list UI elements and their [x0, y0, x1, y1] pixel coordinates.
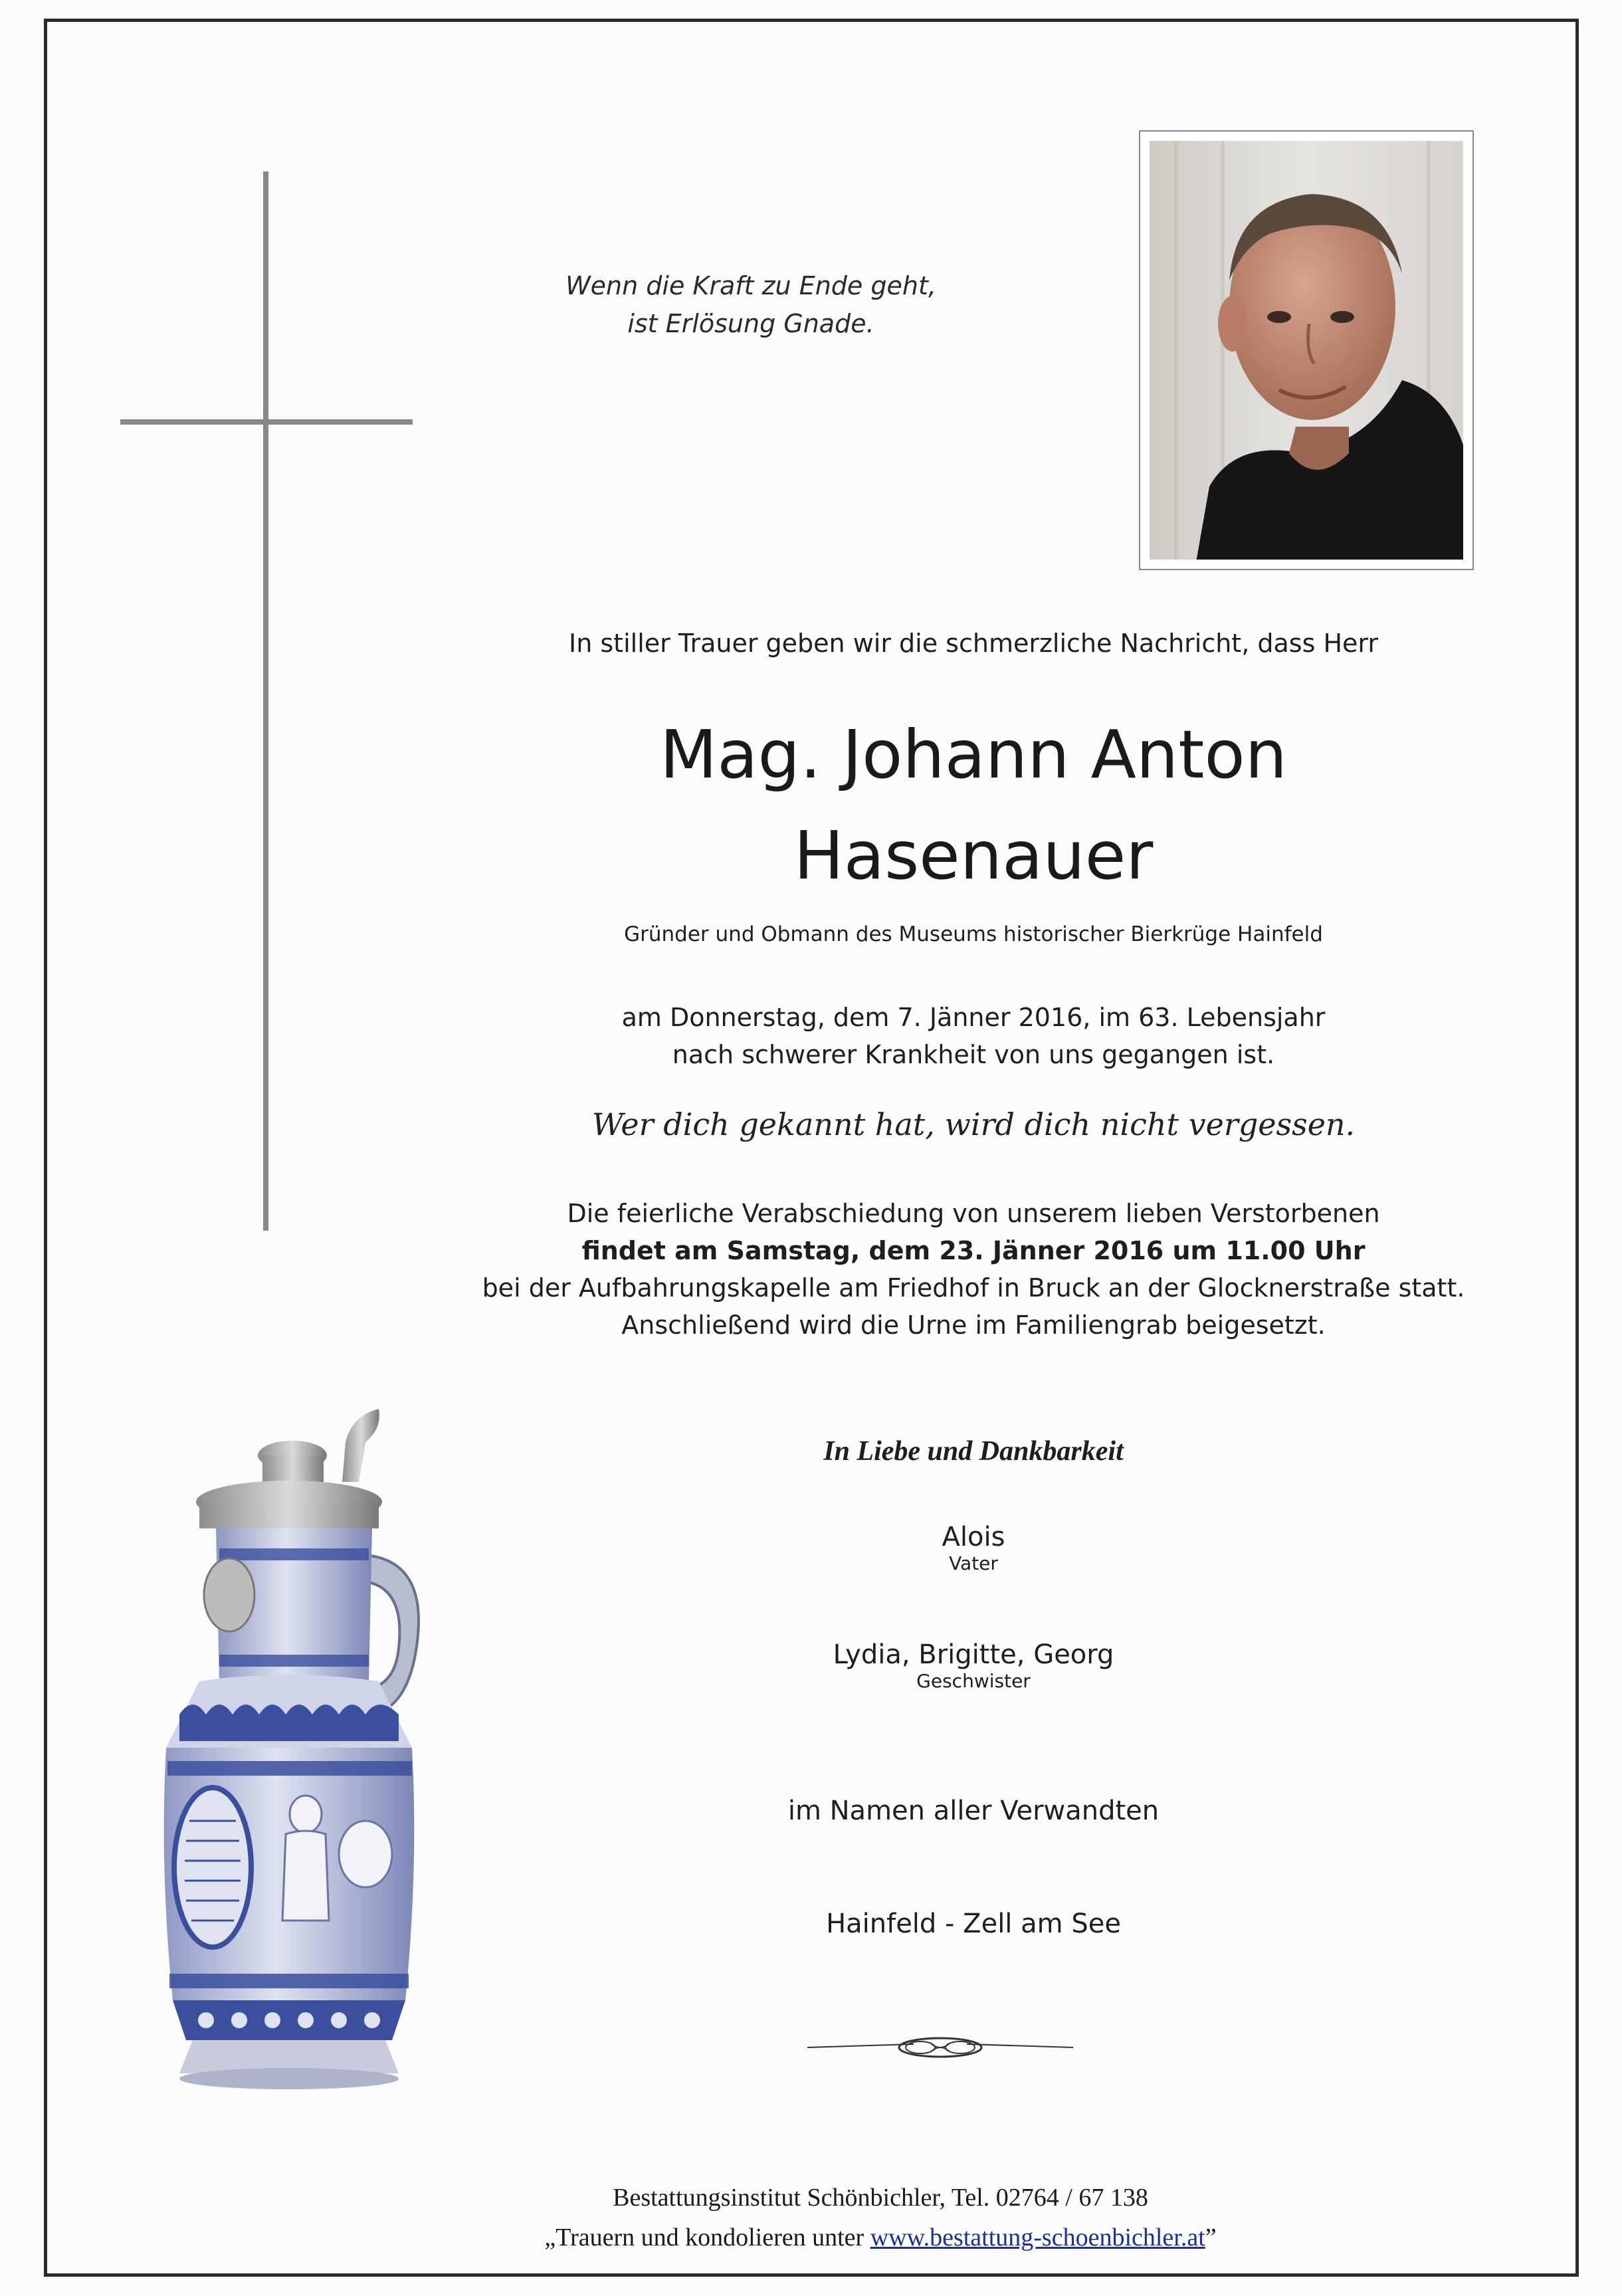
cross-vertical-bar	[263, 171, 268, 1231]
death-notice	[465, 999, 1482, 1073]
death-line-1: am Donnerstag, dem 7. Jänner 2016, im 63. Lebensjahr	[621, 1003, 1326, 1032]
deceased-role: Gründer und Obmann des Museums historischer Bierkrüge Hainfeld	[624, 922, 1323, 946]
portrait-illustration	[1150, 141, 1463, 560]
mourner-relation: Vater	[949, 1552, 998, 1574]
website-link[interactable]: www.bestattung-schoenbichler.at	[870, 2224, 1205, 2251]
condolence-suffix: ”	[1205, 2224, 1217, 2251]
beer-stein-icon	[153, 1402, 432, 2093]
portrait-photo	[1150, 141, 1463, 560]
intro-text: In stiller Trauer geben wir die schmerzliche Nachricht, dass Herr	[569, 629, 1378, 658]
funeral-details	[465, 1195, 1482, 1344]
farewell-line-4: Anschließend wird die Urne im Familiengrab beigesetzt.	[621, 1310, 1326, 1340]
mourner-entry	[465, 1639, 1482, 1692]
ornament-divider-icon	[807, 2031, 1073, 2064]
farewell-date: findet am Samstag, dem 23. Jänner 2016 um 11.00 Uhr	[581, 1236, 1366, 1265]
death-line-2: nach schwerer Krankheit von uns gegangen ist.	[672, 1040, 1275, 1069]
mourners-heading: In Liebe und Dankbarkeit	[823, 1436, 1124, 1467]
place-line: Hainfeld - Zell am See	[826, 1909, 1121, 1939]
condolence-line	[332, 2223, 1429, 2252]
portrait-frame	[1139, 130, 1474, 570]
farewell-line-1: Die feierliche Verabschiedung von unserem lieben Verstorbenen	[567, 1199, 1380, 1228]
verse-line-2: ist Erlösung Gnade.	[627, 309, 874, 338]
mourner-name: Alois	[942, 1522, 1005, 1552]
name-line-2: Hasenauer	[793, 817, 1154, 894]
verse-line-1: Wenn die Kraft zu Ende geht,	[565, 271, 936, 300]
funeral-home-contact: Bestattungsinstitut Schönbichler, Tel. 02764 / 67 138	[613, 2184, 1148, 2212]
name-line-1: Mag. Johann Anton	[659, 716, 1288, 793]
mourner-name: Lydia, Brigitte, Georg	[833, 1639, 1114, 1670]
memorial-quote: Wer dich gekannt hat, wird dich nicht vergessen.	[591, 1106, 1356, 1142]
farewell-line-3: bei der Aufbahrungskapelle am Friedhof in Bruck an der Glocknerstraße statt.	[482, 1273, 1465, 1303]
relatives-line: im Namen aller Verwandten	[787, 1796, 1160, 1826]
cross-horizontal-bar	[120, 419, 413, 425]
memorial-verse	[518, 267, 983, 343]
deceased-name	[465, 704, 1482, 906]
condolence-prefix: „Trauern und kondolieren unter	[544, 2224, 870, 2251]
mourner-entry	[465, 1522, 1482, 1574]
mourner-relation: Geschwister	[916, 1670, 1031, 1692]
farewell-line-2	[465, 1232, 1482, 1269]
